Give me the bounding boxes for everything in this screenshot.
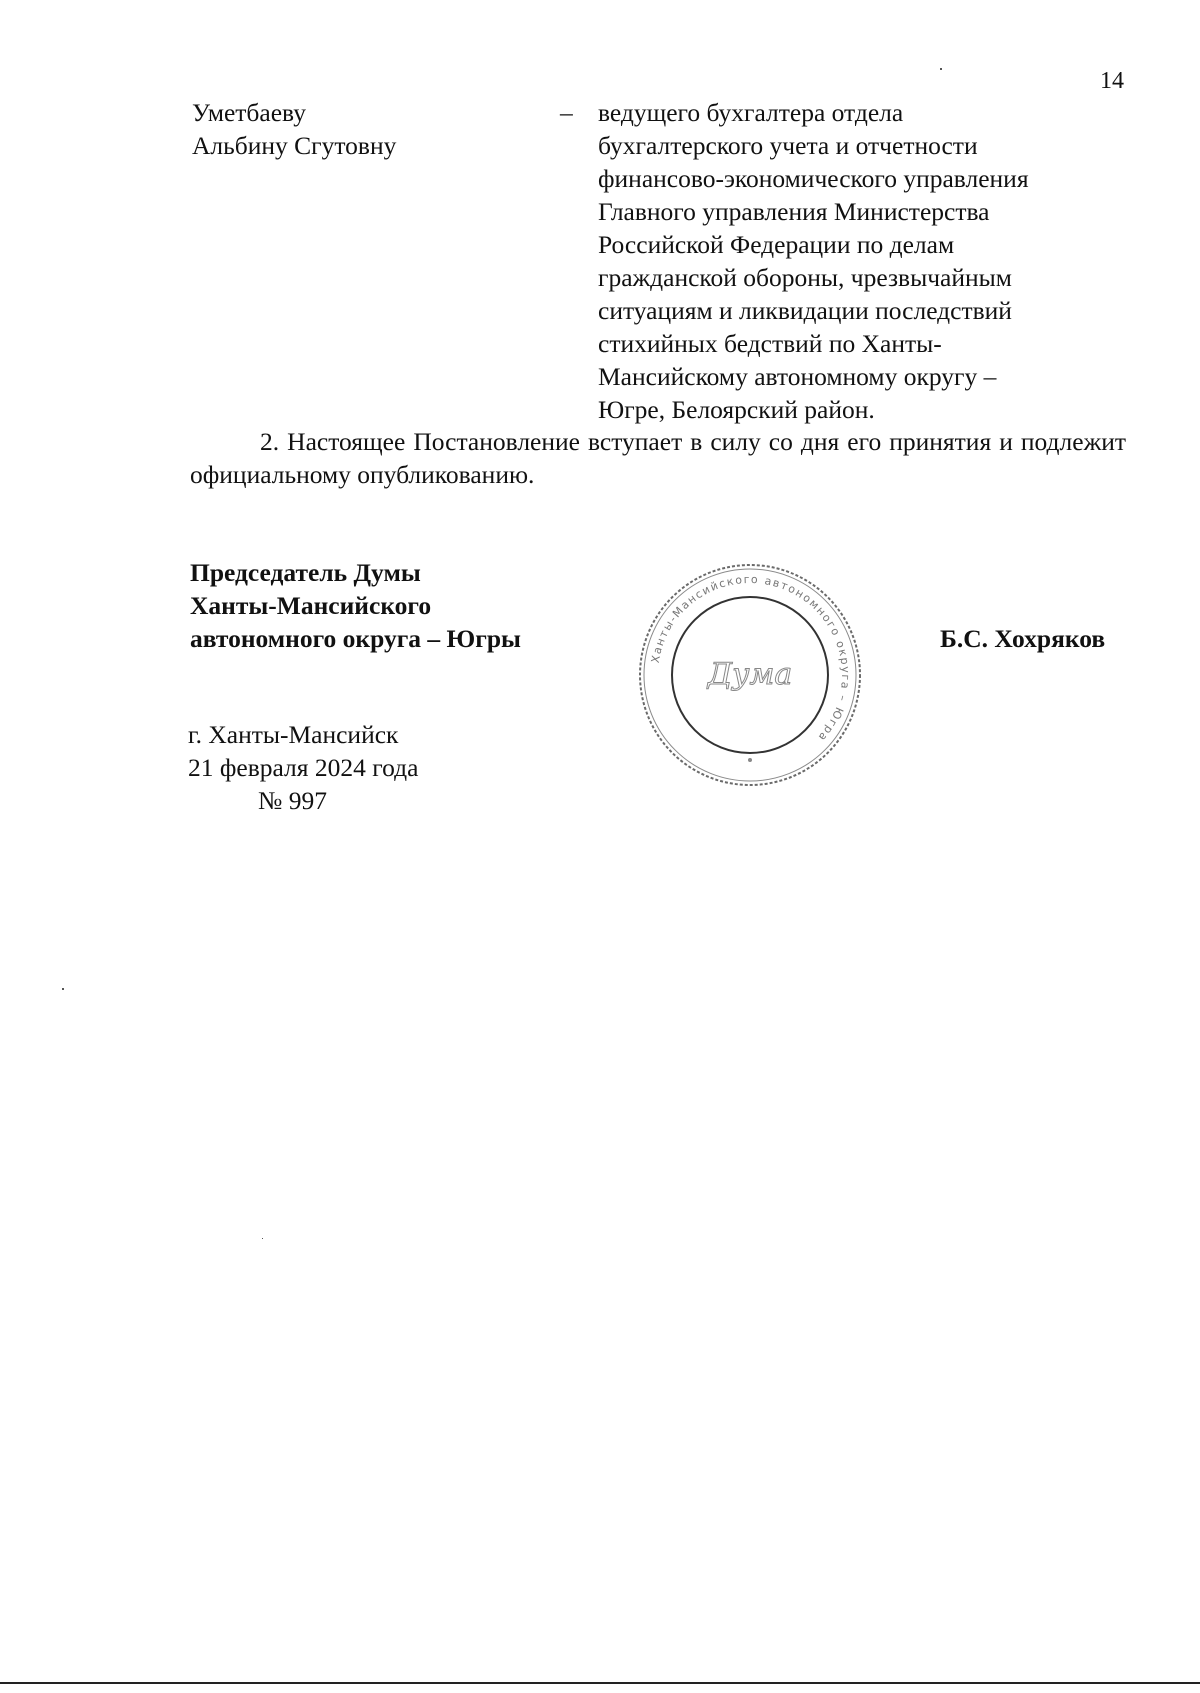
seal-center-text: Дума: [707, 657, 793, 692]
signer-name: Б.С. Хохряков: [940, 624, 1106, 653]
appointee-name: [192, 96, 532, 162]
position-line: бухгалтерского учета и отчетности: [598, 131, 978, 160]
appointee-given-names: Альбину Сгутовну: [192, 131, 397, 160]
position-line: Главного управления Министерства: [598, 197, 990, 226]
page-number: 14: [1100, 68, 1124, 94]
scan-speck: [940, 68, 942, 70]
seal-ring-text: Ханты-Мансийского автономного округа – Югра: [648, 572, 853, 745]
document-number: № 997: [258, 786, 327, 815]
signer-title: [190, 556, 521, 655]
position-line: финансово-экономического управления: [598, 164, 1029, 193]
bottom-rule: [0, 1682, 1200, 1684]
issue-info: [188, 718, 418, 817]
signer-title-line: Председатель Думы: [190, 558, 421, 587]
position-line: стихийных бедствий по Ханты-: [598, 329, 942, 358]
signer-title-line: автономного округа – Югры: [190, 624, 521, 653]
appointee-position: [598, 96, 1118, 426]
scan-speck: [62, 988, 64, 990]
scan-speck: [262, 1238, 263, 1239]
position-line: ведущего бухгалтера отдела: [598, 98, 904, 127]
appointee-surname: Уметбаеву: [192, 98, 306, 127]
clause-2: 2. Настоящее Постановление вступает в силу со дня его принятия и подлежит официальному опубликованию.: [190, 427, 1126, 489]
position-line: Югре, Белоярский район.: [598, 395, 875, 424]
signer-title-line: Ханты-Мансийского: [190, 591, 432, 620]
issue-place: г. Ханты-Мансийск: [188, 720, 399, 749]
position-line: ситуациям и ликвидации последствий: [598, 296, 1012, 325]
appointee-dash: –: [560, 98, 573, 127]
position-line: Мансийскому автономному округу –: [598, 362, 997, 391]
issue-date: 21 февраля 2024 года: [188, 753, 419, 782]
official-seal: [635, 560, 865, 790]
position-line: гражданской обороны, чрезвычайным: [598, 263, 1012, 292]
position-line: Российской Федерации по делам: [598, 230, 955, 259]
